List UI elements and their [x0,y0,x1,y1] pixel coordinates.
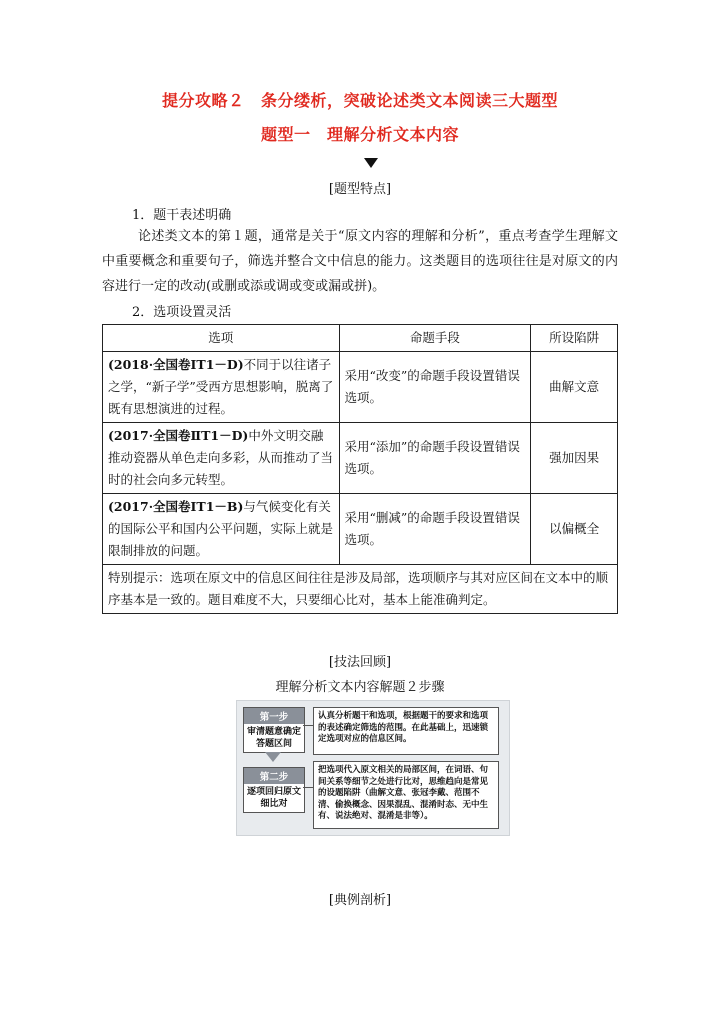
option-text: 不同于以往诸子之学，“新子学”受西方思想影响，脱离了既有思想演进的过程。 [108,357,334,416]
special-note: 特别提示：选项在原文中的信息区间往往是涉及局部，选项顺序与其对应区间在文本中的顺序基本是一致的。题目难度不大，只要细心比对，基本上能准确判定。 [103,565,618,614]
diagram-title: 理解分析文本内容解题２步骤 [275,680,445,695]
step1-connector [303,725,313,726]
trap-cell: 曲解文意 [531,352,618,423]
option-source: (2017·全国卷ⅡT1－D) [108,428,249,443]
option-text: 与气候变化有关的国际公平和国内公平问题，实际上就是限制排放的问题。 [108,499,334,558]
method-cell: 采用“删减”的命题手段设置错误选项。 [339,494,531,565]
section-example-heading: [典例剖析] [328,893,392,908]
section-technique-heading: [技法回顾] [328,655,392,670]
step1-name: 审清题意确定答题区间 [246,727,301,749]
steps-diagram [236,700,510,836]
arrow-down-icon [265,752,281,762]
table-row [103,352,618,423]
option-source: (2018·全国卷ⅠT1－D) [108,357,244,372]
header-method: 命题手段 [339,325,531,352]
options-table [102,324,618,614]
option-text: 中外文明交融推动瓷器从单色走向多彩，从而推动了当时的社会向多元转型。 [108,428,334,487]
table-row [103,494,618,565]
point2-heading: 2．选项设置灵活 [132,305,232,320]
point1-heading: 1．题干表述明确 [132,208,232,223]
trap-cell: 强加因果 [531,423,618,494]
table-note-row [103,565,618,614]
header-option: 选项 [103,325,340,352]
step2-description: 把选项代入原文相关的局部区间，在词语、句间关系等细节之处进行比对，思维趋向是常见的设题陷阱（曲解文意、张冠李戴、范围不清、偷换概念、因果混乱、混淆时态、无中生有、说法绝对、混淆是非等）。 [313,761,499,829]
table-header-row [103,325,618,352]
step1-label: 第一步 [244,708,304,724]
section-features-heading: [题型特点] [328,182,392,197]
trap-cell: 以偏概全 [531,494,618,565]
point1-paragraph: 论述类文本的第１题，通常是关于“原文内容的理解和分析”，重点考查学生理解文中重要概念和重要句子，筛选并整合文中信息的能力。这类题目的选项往往是对原文的内容进行一定的改动(或删或添或调或变或漏或拼)。 [102,229,618,294]
table-row [103,423,618,494]
step2-connector [303,787,313,788]
step2-name: 逐项回归原文细比对 [246,787,301,809]
header-trap: 所设陷阱 [531,325,618,352]
step2-box [243,767,305,813]
triangle-down-icon [364,158,378,168]
option-cell [103,352,340,423]
option-cell [103,494,340,565]
step1-box [243,707,305,753]
step2-label: 第二步 [244,768,304,784]
method-cell: 采用“改变”的命题手段设置错误选项。 [339,352,531,423]
method-cell: 采用“添加”的命题手段设置错误选项。 [339,423,531,494]
question-type-title: 题型一 理解分析文本内容 [260,125,459,144]
step1-description: 认真分析题干和选项，根据题干的要求和选项的表述确定筛选的范围。在此基础上，迅速锁定选项对应的信息区间。 [313,707,499,755]
option-source: (2017·全国卷ⅠT1－B) [108,499,244,514]
strategy-title: 提分攻略２ 条分缕析，突破论述类文本阅读三大题型 [161,91,558,110]
option-cell [103,423,340,494]
